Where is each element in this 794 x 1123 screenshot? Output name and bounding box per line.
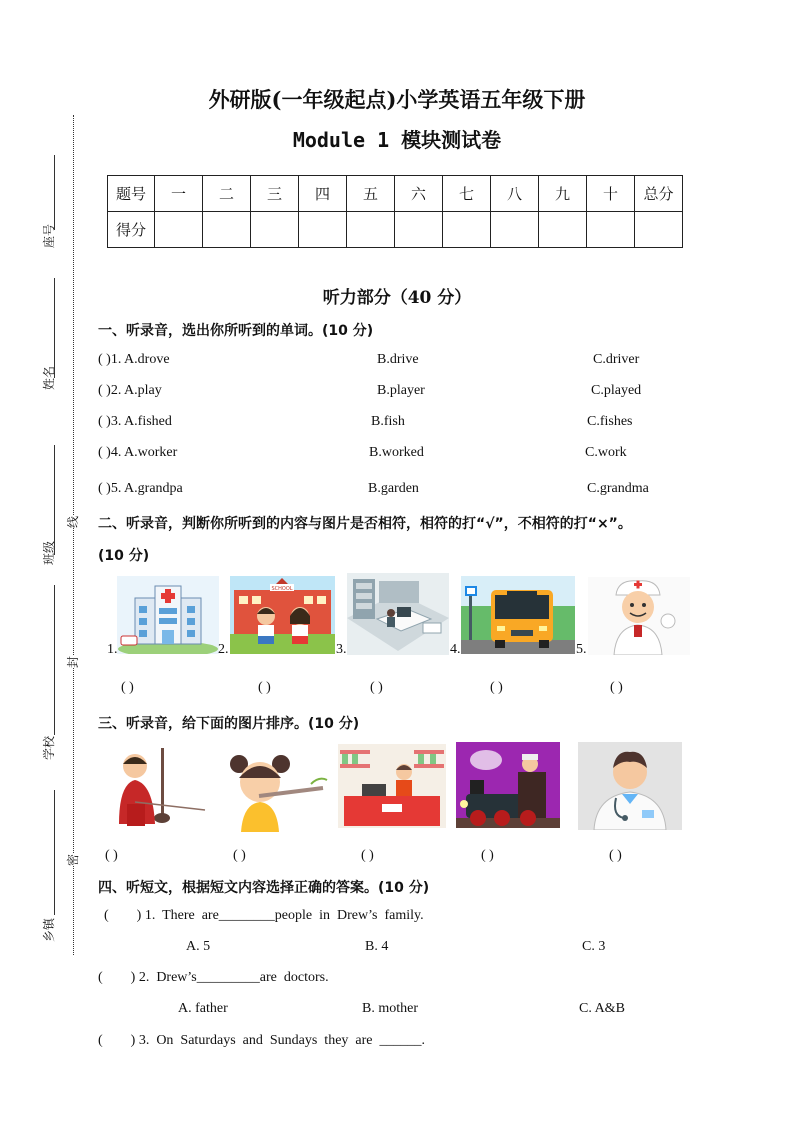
score-header-cell: 总分: [635, 176, 683, 212]
class-label: 班级: [42, 540, 56, 565]
s3-answer-1[interactable]: ( ): [105, 848, 118, 863]
s3-answer-5[interactable]: ( ): [609, 848, 622, 863]
s2-answer-1[interactable]: ( ): [121, 680, 134, 695]
s1-q2-b: B.player: [377, 383, 425, 398]
s2-pic-num-3: 3.: [336, 642, 347, 657]
s4-q2-c: C. A&B: [579, 1001, 625, 1016]
s2-answer-2[interactable]: ( ): [258, 680, 271, 695]
bus-picture: [461, 576, 575, 654]
listening-title: 听力部分（40 分）: [322, 288, 472, 308]
s2-pic-num-2: 2.: [218, 642, 229, 657]
s4-q3: ( ) 3. On Saturdays and Sundays they are ______.: [98, 1033, 426, 1048]
score-header-cell: 五: [347, 176, 395, 212]
score-header-cell: 六: [395, 176, 443, 212]
school-children-picture: [230, 576, 335, 654]
town-label: 乡镇: [42, 917, 56, 942]
score-input-cell[interactable]: [155, 212, 203, 248]
score-input-cell[interactable]: [491, 212, 539, 248]
score-header-cell: 二: [203, 176, 251, 212]
s2-pic-num-4: 4.: [450, 642, 461, 657]
score-input-cell[interactable]: [395, 212, 443, 248]
s1-q1: ( )1. A.drove: [98, 352, 170, 367]
s1-q1-c: C.driver: [593, 352, 640, 367]
s4-q2: ( ) 2. Drew’s_________are doctors.: [98, 970, 329, 985]
score-header-cell: 九: [539, 176, 587, 212]
score-input-cell[interactable]: [443, 212, 491, 248]
shop-cashier-picture: [338, 744, 446, 828]
town-underline: [54, 790, 55, 915]
score-header-cell: 四: [299, 176, 347, 212]
score-table: [107, 175, 683, 248]
s4-q1: ( ) 1. There are________people in Drew’s family.: [104, 908, 424, 923]
seat-underline: [54, 155, 55, 230]
s3-answer-4[interactable]: ( ): [481, 848, 494, 863]
score-header-cell: 七: [443, 176, 491, 212]
seat-label: 座号: [42, 223, 56, 248]
score-input-cell[interactable]: [539, 212, 587, 248]
train-driver-picture: [456, 742, 560, 828]
s4-q1-c: C. 3: [582, 939, 606, 954]
school-sign-text: SCHOOL: [271, 586, 293, 592]
exam-title: 外研版(一年级起点)小学英语五年级下册: [208, 87, 586, 112]
score-header-cell: 十: [587, 176, 635, 212]
score-input-cell[interactable]: [203, 212, 251, 248]
line-mark: 线: [66, 515, 80, 528]
seal-mark: 封: [66, 655, 80, 668]
binding-dotted-line: [73, 115, 74, 955]
s1-q4-b: B.worked: [369, 445, 424, 460]
score-header-cell: 一: [155, 176, 203, 212]
s2-pic-num-5: 5.: [576, 642, 587, 657]
score-header-cell: 题号: [108, 176, 155, 212]
s4-q2-b: B. mother: [362, 1001, 418, 1016]
s2-answer-4[interactable]: ( ): [490, 680, 503, 695]
class-underline: [54, 445, 55, 555]
s2-answer-5[interactable]: ( ): [610, 680, 623, 695]
s1-q5-c: C.grandma: [587, 481, 649, 496]
s4-q1-a: A. 5: [186, 939, 211, 954]
s1-q2: ( )2. A.play: [98, 383, 162, 398]
s1-q4-c: C.work: [585, 445, 627, 460]
s1-q5-b: B.garden: [368, 481, 419, 496]
s1-q3-b: B.fish: [371, 414, 405, 429]
score-input-cell[interactable]: [635, 212, 683, 248]
name-label: 姓名: [42, 365, 56, 390]
score-input-cell[interactable]: [587, 212, 635, 248]
score-header-cell: 三: [251, 176, 299, 212]
flute-player-picture: [219, 748, 331, 832]
doctor-stethoscope-picture: [578, 742, 682, 830]
score-input-cell[interactable]: [299, 212, 347, 248]
s1-q4: ( )4. A.worker: [98, 445, 178, 460]
section4-heading: 四、听短文，根据短文内容选择正确的答案。(10 分): [98, 880, 430, 896]
s1-q3: ( )3. A.fished: [98, 414, 172, 429]
s1-q3-c: C.fishes: [587, 414, 633, 429]
score-input-cell[interactable]: [251, 212, 299, 248]
section1-heading: 一、听录音，选出你所听到的单词。(10 分): [98, 323, 374, 339]
s3-answer-3[interactable]: ( ): [361, 848, 374, 863]
score-header-cell: 八: [491, 176, 539, 212]
exam-subtitle: Module 1 模块测试卷: [292, 128, 502, 152]
s1-q5: ( )5. A.grandpa: [98, 481, 183, 496]
section2-heading: 二、听录音，判断你所听到的内容与图片是否相符，相符的打“√”，不相符的打“×”。: [98, 516, 632, 532]
school-underline: [54, 585, 55, 735]
secret-mark: 密: [66, 853, 80, 866]
s2-answer-3[interactable]: ( ): [370, 680, 383, 695]
section3-heading: 三、听录音，给下面的图片排序。(10 分): [98, 716, 360, 732]
score-row-label: 得分: [108, 212, 155, 248]
hospital-picture: [117, 576, 219, 654]
s4-q1-b: B. 4: [365, 939, 389, 954]
doctor-picture: [588, 577, 690, 655]
section2-points: (10 分): [98, 548, 150, 564]
score-input-cell[interactable]: [347, 212, 395, 248]
s1-q1-b: B.drive: [377, 352, 419, 367]
s3-answer-2[interactable]: ( ): [233, 848, 246, 863]
s1-q2-c: C.played: [591, 383, 642, 398]
school-label: 学校: [42, 735, 56, 760]
erhu-player-picture: [105, 744, 207, 834]
s4-q2-a: A. father: [178, 1001, 228, 1016]
office-picture: [347, 573, 449, 655]
s2-pic-num-1: 1.: [107, 642, 118, 657]
